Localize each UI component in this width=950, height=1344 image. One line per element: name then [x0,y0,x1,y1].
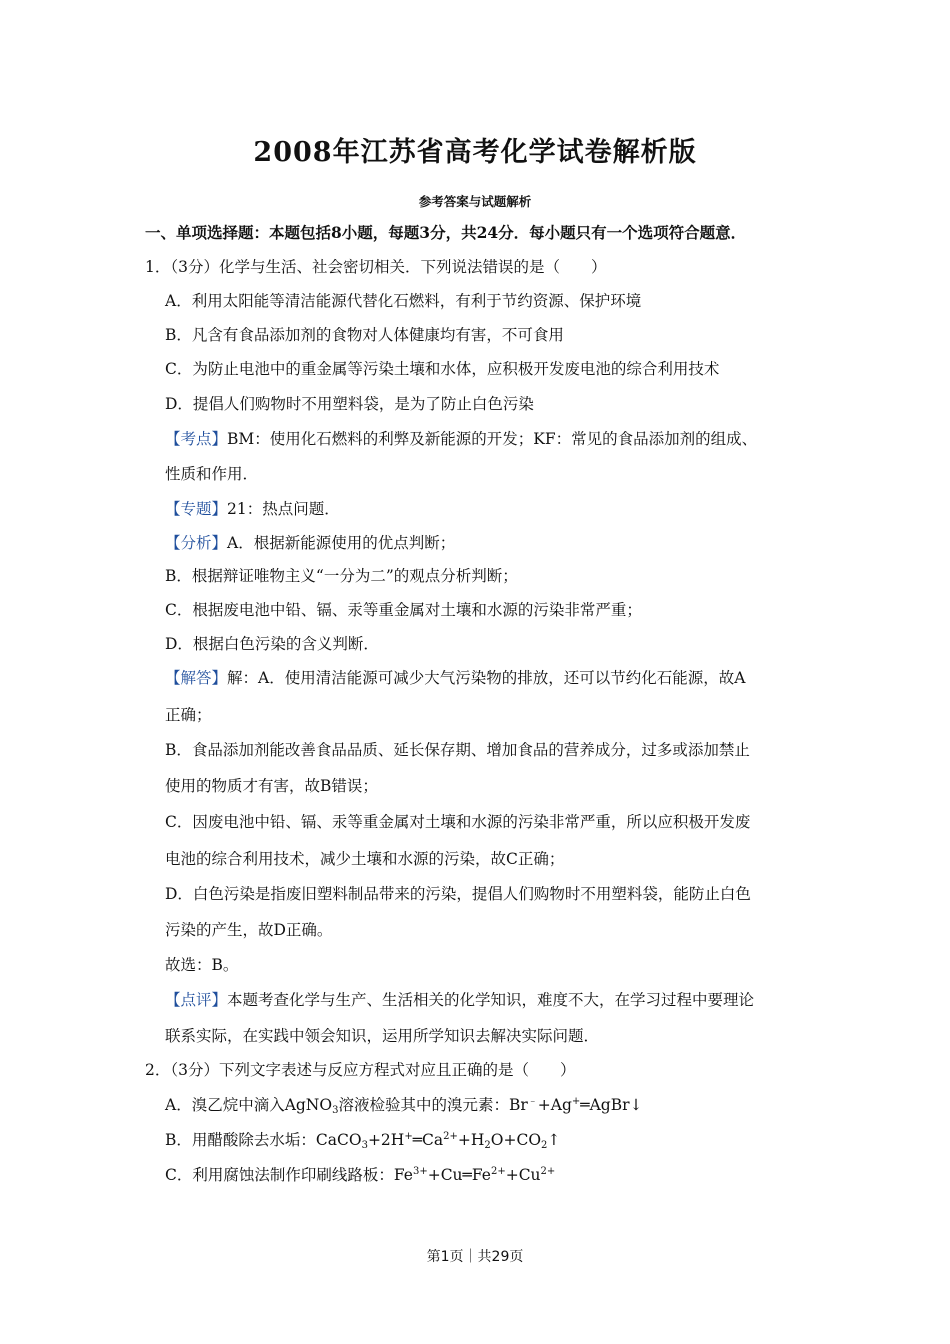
dianping-tag: 【点评】 [165,991,228,1009]
jieda-line-b2: 使用的物质才有害，故B错误； [165,777,378,795]
q2c-sup-1: 3+ [412,1166,428,1177]
q2a-sup-2: + [571,1096,581,1107]
kaodian-text-1: BM：使用化石燃料的利弊及新能源的开发；KF：常见的食品添加剂的组成、 [227,430,758,448]
q2a-sub-1: 3 [332,1105,339,1116]
fenxi-tag: 【分析】 [165,534,228,552]
jieda-text-a1: 解：A．使用清洁能源可减少大气污染物的排放，还可以节约化石能源，故A [227,669,746,687]
q2b-sub-2: 2 [484,1140,491,1151]
dianping-text-1: 本题考查化学与生产、生活相关的化学知识，难度不大，在学习过程中要理论 [227,991,755,1009]
fenxi-line-a [165,533,455,553]
question-2-option-b [165,1130,560,1150]
kaodian-line-1 [165,429,757,449]
q2a-sup-1: ﹣ [527,1096,538,1107]
fenxi-line-b: B．根据辩证唯物主义“一分为二”的观点分析判断； [165,567,518,585]
jieda-line-a1 [165,668,745,688]
jieda-line-c1: C．因废电池中铅、镉、汞等重金属对土壤和水源的污染非常严重，所以应积极开发废 [165,813,751,831]
dianping-line-1 [165,990,754,1010]
kaodian-tag: 【考点】 [165,430,228,448]
jieda-line-d2: 污染的产生，故D正确。 [165,921,333,939]
q2b-text-3: ═Ca [412,1131,444,1149]
q2b-sub-1: 3 [361,1140,368,1151]
jieda-line-c2: 电池的综合利用技术，减少土壤和水源的污染，故C正确； [165,850,565,868]
zhuanti-line [165,499,340,519]
jieda-line-d1: D．白色污染是指废旧塑料制品带来的污染，提倡人们购物时不用塑料袋，能防止白色 [165,885,751,903]
fenxi-text-a: A．根据新能源使用的优点判断； [227,534,456,552]
jieda-tag: 【解答】 [165,669,228,687]
q2b-sub-3: 2 [541,1140,548,1151]
zhuanti-text: 21：热点问题． [227,500,340,518]
q2b-text-6: ↑ [547,1131,561,1149]
kaodian-line-2: 性质和作用． [165,465,259,483]
q2c-sup-2: 2+ [490,1166,506,1177]
q2b-text-2: +2H [367,1131,405,1149]
q2b-sup-1: + [404,1131,413,1142]
section-heading: 一、单项选择题：本题包括8小题，每题3分，共24分．每小题只有一个选项符合题意． [145,223,747,242]
question-1-option-b: B．凡含有食品添加剂的食物对人体健康均有害，不可食用 [165,326,564,344]
q2c-text-3: +Cu [505,1166,541,1184]
document-title: 2008年江苏省高考化学试卷解析版 [253,137,697,168]
jieda-line-b1: B．食品添加剂能改善食品品质、延长保存期、增加食品的营养成分，过多或添加禁止 [165,741,750,759]
q2c-text-1: C．利用腐蚀法制作印刷线路板：Fe [165,1166,413,1184]
q2b-text-4: +H [457,1131,485,1149]
question-1-option-a: A．利用太阳能等清洁能源代替化石燃料，有利于节约资源、保护环境 [165,292,642,310]
q2c-sup-3: 2+ [540,1166,556,1177]
q2b-text-5: O+CO [490,1131,542,1149]
question-1-option-c: C．为防止电池中的重金属等污染土壤和水体，应积极开发废电池的综合利用技术 [165,360,720,378]
answer-line: 故选：B。 [165,956,239,974]
q2a-text-3: +Ag [537,1096,572,1114]
question-2-option-c [165,1165,555,1185]
q2a-text-1: A．溴乙烷中滴入AgNO [165,1096,333,1114]
q2c-text-2: +Cu═Fe [427,1166,491,1184]
fenxi-line-c: C．根据废电池中铅、镉、汞等重金属对土壤和水源的污染非常严重； [165,601,642,619]
question-2-stem: 2．（3分）下列文字表述与反应方程式对应且正确的是（ ） [145,1061,576,1079]
document-subtitle: 参考答案与试题解析 [418,194,532,209]
question-1-stem: 1．（3分）化学与生活、社会密切相关．下列说法错误的是（ ） [145,258,607,276]
q2b-sup-2: 2+ [443,1131,458,1142]
question-2-option-a [165,1095,643,1115]
zhuanti-tag: 【专题】 [165,500,228,518]
q2a-text-2: 溶液检验其中的溴元素：Br [338,1096,528,1114]
question-1-option-d: D．提倡人们购物时不用塑料袋，是为了防止白色污染 [165,395,534,413]
q2b-text-1: B．用醋酸除去水垢：CaCO [165,1131,362,1149]
jieda-line-a2: 正确； [165,706,212,724]
fenxi-line-d: D．根据白色污染的含义判断． [165,635,379,653]
page-footer: 第1页｜共29页 [426,1249,524,1265]
dianping-line-2: 联系实际，在实践中领会知识，运用所学知识去解决实际问题． [165,1027,600,1045]
q2a-text-4: ═AgBr↓ [580,1096,643,1114]
